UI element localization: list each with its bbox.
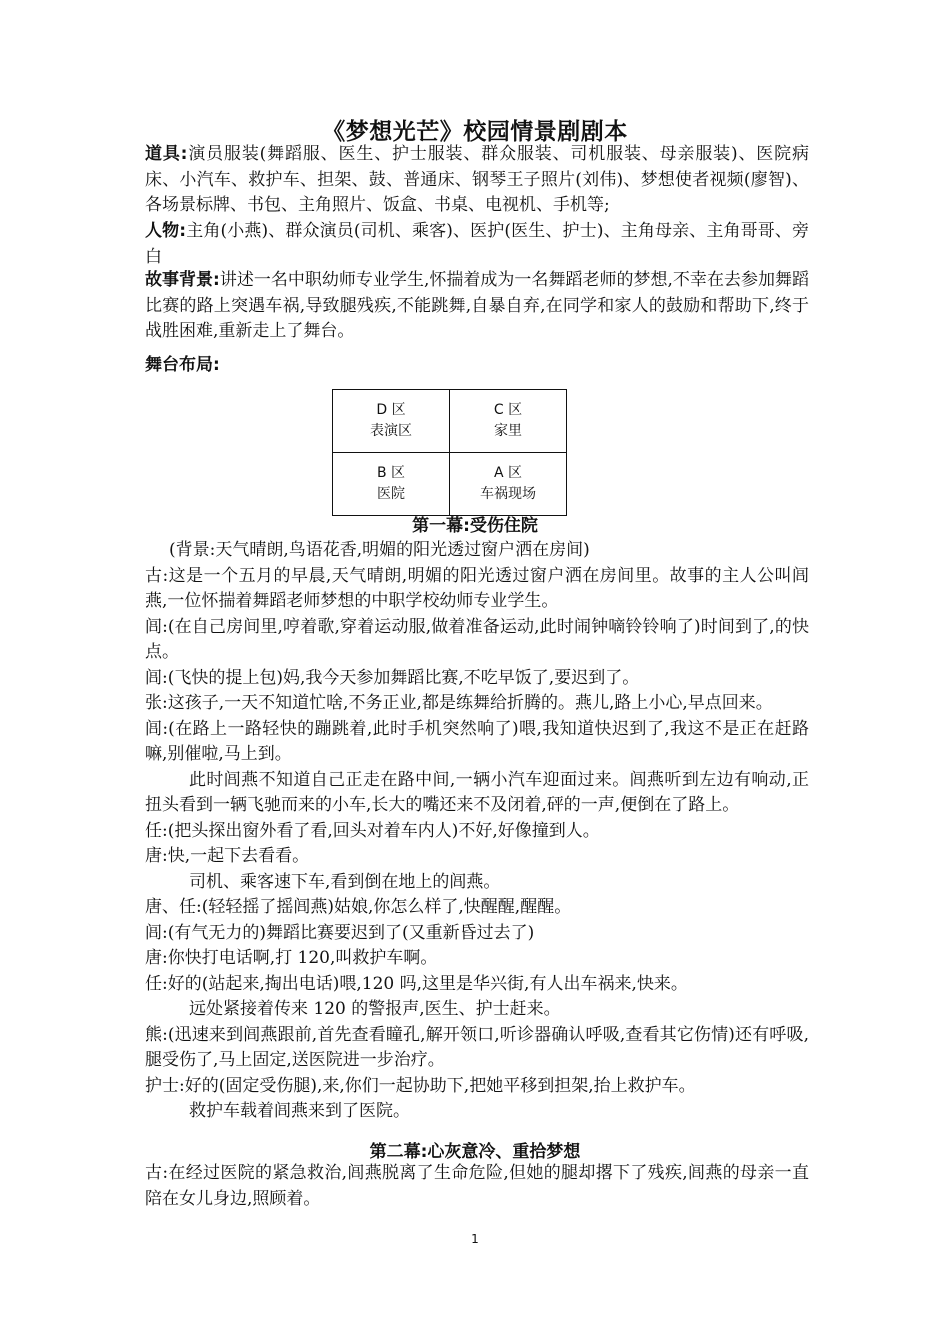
stage-layout-table <box>332 389 567 516</box>
page-number: 1 <box>471 1232 479 1246</box>
characters-label: 人物: <box>145 221 187 241</box>
script-line: 唐:快,一起下去看看。 <box>145 846 310 866</box>
script-line: 司机、乘客速下车,看到倒在地上的闾燕。 <box>189 871 501 892</box>
script-line: 护士:好的(固定受伤腿),来,你们一起协助下,把她平移到担架,抬上救护车。 <box>145 1075 696 1096</box>
script-line: (背景:天气晴朗,鸟语花香,明媚的阳光透过窗户洒在房间) <box>169 540 590 560</box>
stage-zone-a: A 区 <box>493 465 523 481</box>
background-text: 讲述一名中职幼师专业学生,怀揣着成为一名舞蹈老师的梦想,不幸在去参加舞蹈比赛的路上突遇车祸,导致腿残疾,不能跳舞,自暴自弃,在同学和家人的鼓励和帮助下,终于战胜困难,重新走上了舞台。 <box>145 270 809 341</box>
script-line: 闾:(在路上一路轻快的蹦跳着,此时手机突然响了)喂,我知道快迟到了,我这不是正在赶路嘛,别催啦,马上到。 <box>145 718 809 764</box>
props-text: 演员服装(舞蹈服、医生、护士服装、群众服装、司机服装、母亲服装)、医院病床、小汽车、救护车、担架、鼓、普通床、钢琴王子照片(刘伟)、梦想使者视频(廖智)、各场景标牌、书包、主角照片、饭盒、书桌、电视机、手机等; <box>145 144 809 215</box>
script-line: 任:(把头探出窗外看了看,回头对着车内人)不好,好像撞到人。 <box>145 820 600 841</box>
script-line: 远处紧接着传来 120 的警报声,医生、护士赶来。 <box>189 999 561 1019</box>
stage-zone-d: D 区 <box>376 402 406 418</box>
stage-cell-d <box>333 390 450 453</box>
stage-name-c: 家里 <box>494 423 522 439</box>
act2-heading: 第二幕:心灰意冷、重拾梦想 <box>369 1142 581 1162</box>
script-line: 救护车载着闾燕来到了医院。 <box>189 1101 410 1121</box>
script-line: 闾:(在自己房间里,哼着歌,穿着运动服,做着准备运动,此时闹钟嘀铃铃响了)时间到了,的快点。 <box>145 616 809 662</box>
page-title: 《梦想光芒》校园情景剧剧本 <box>322 119 628 145</box>
script-line: 唐、任:(轻轻摇了摇闾燕)姑娘,你怎么样了,快醒醒,醒醒。 <box>145 897 572 917</box>
characters-text: 主角(小燕)、群众演员(司机、乘客)、医护(医生、护士)、主角母亲、主角哥哥、旁白 <box>145 221 809 267</box>
stage-layout-label: 舞台布局: <box>145 355 220 375</box>
script-line: 闾:(有气无力的)舞蹈比赛要迟到了(又重新昏过去了) <box>145 922 535 943</box>
stage-zone-b: B 区 <box>376 465 406 481</box>
script-line: 熊:(迅速来到闾燕跟前,首先查看瞳孔,解开领口,听诊器确认呼吸,查看其它伤情)还有呼吸,腿受伤了,马上固定,送医院进一步治疗。 <box>145 1024 809 1070</box>
stage-name-a: 车祸现场 <box>480 486 536 502</box>
act1-heading: 第一幕:受伤住院 <box>412 516 538 536</box>
act2-body <box>145 1161 809 1212</box>
script-line: 闾:(飞快的提上包)妈,我今天参加舞蹈比赛,不吃早饭了,要迟到了。 <box>145 667 640 688</box>
stage-cell-a <box>450 453 567 516</box>
stage-name-d: 表演区 <box>370 423 412 439</box>
stage-cell-c <box>450 390 567 453</box>
props-label: 道具: <box>145 144 188 164</box>
stage-name-b: 医院 <box>377 486 405 502</box>
stage-zone-c: C 区 <box>493 402 523 418</box>
script-line: 张:这孩子,一天不知道忙啥,不务正业,都是练舞给折腾的。燕儿,路上小心,早点回来。 <box>145 693 773 713</box>
script-line: 古:这是一个五月的早晨,天气晴朗,明媚的阳光透过窗户洒在房间里。故事的主人公叫闾燕,一位怀揣着舞蹈老师梦想的中职学校幼师专业学生。 <box>145 565 809 611</box>
script-line: 任:好的(站起来,掏出电话)喂,120 吗,这里是华兴街,有人出车祸来,快来。 <box>145 973 688 994</box>
props-paragraph <box>145 142 809 219</box>
characters-paragraph <box>145 219 809 270</box>
background-paragraph <box>145 268 809 345</box>
stage-cell-b <box>333 453 450 516</box>
script-line: 此时闾燕不知道自己正走在路中间,一辆小汽车迎面过来。闾燕听到左边有响动,正扭头看到一辆飞驰而来的小车,长大的嘴还来不及闭着,砰的一声,便倒在了路上。 <box>145 769 809 815</box>
script-line: 唐:你快打电话啊,打 120,叫救护车啊。 <box>145 948 438 968</box>
act1-body <box>145 538 809 1125</box>
script-line: 古:在经过医院的紧急救治,闾燕脱离了生命危险,但她的腿却撂下了残疾,闾燕的母亲一直陪在女儿身边,照顾着。 <box>145 1163 809 1209</box>
background-label: 故事背景: <box>145 270 220 290</box>
